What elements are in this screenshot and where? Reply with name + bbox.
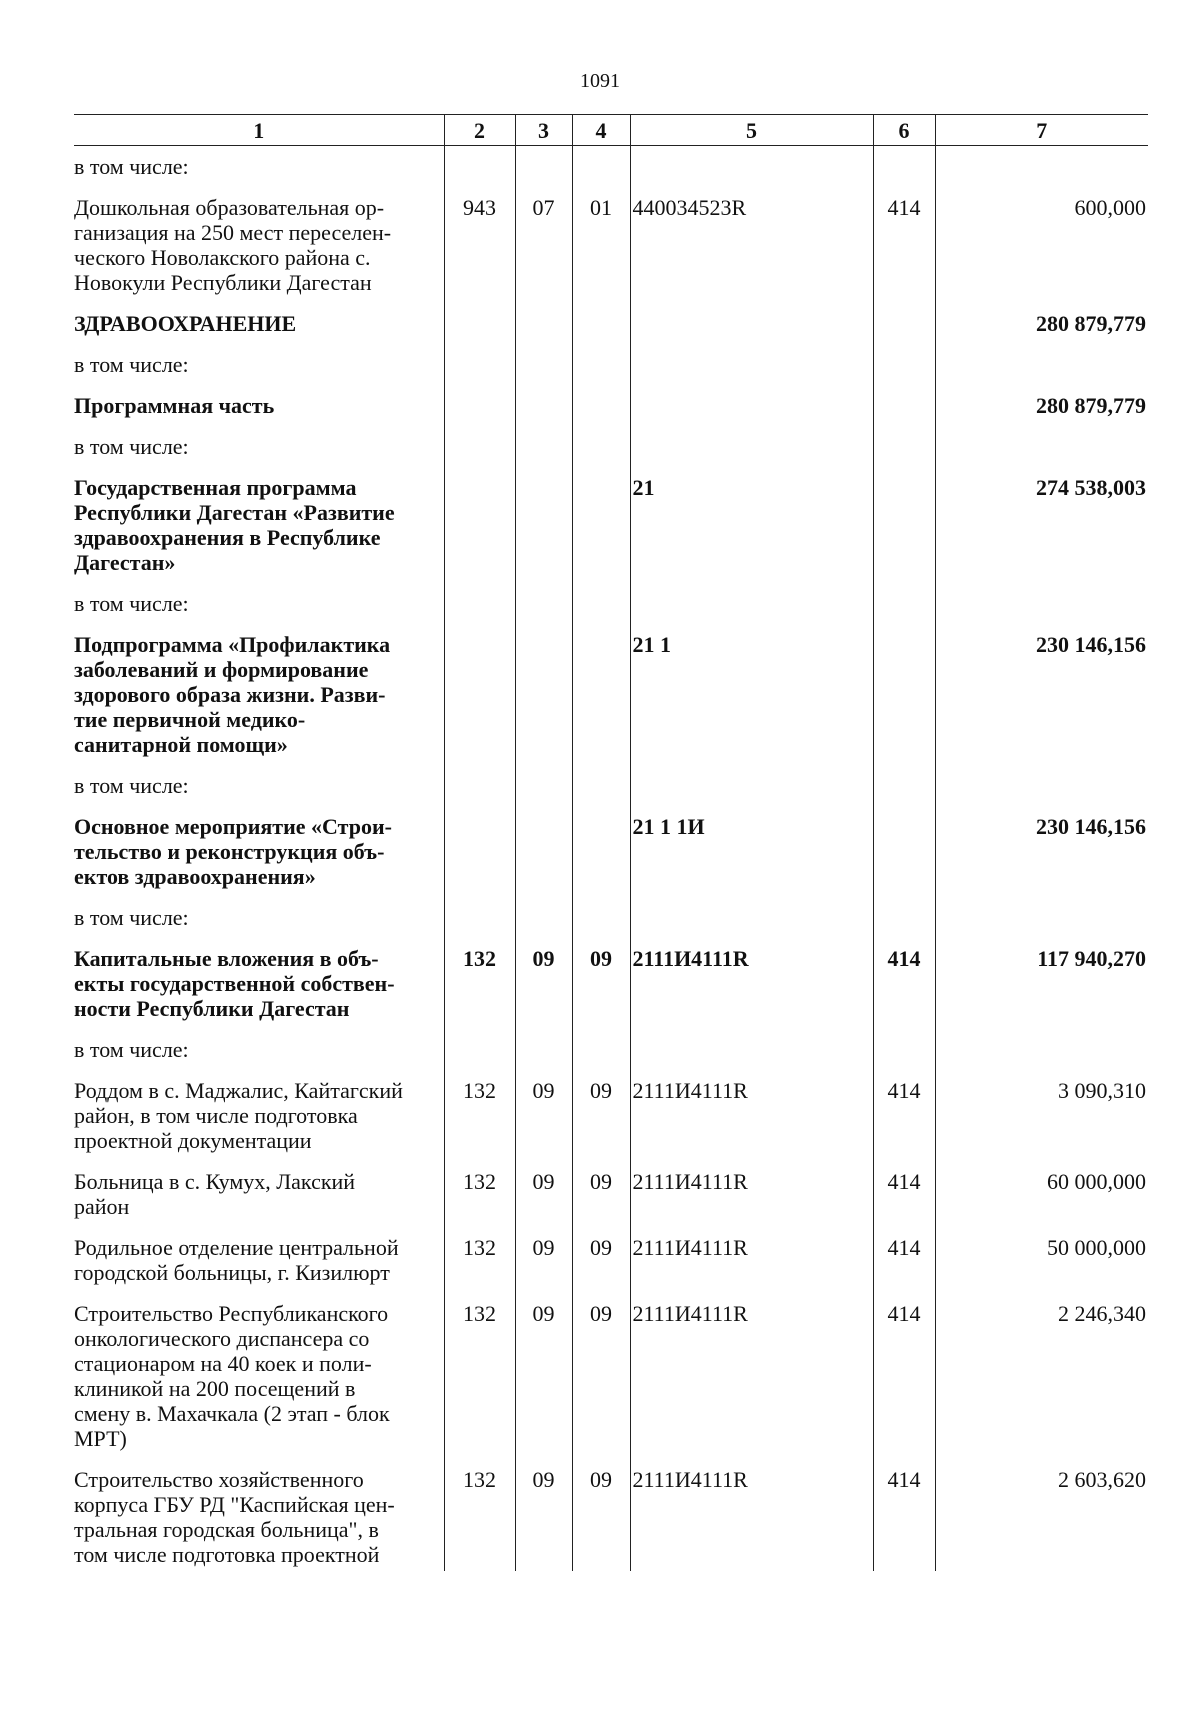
code-col4 xyxy=(572,1025,630,1066)
code-col4 xyxy=(572,422,630,463)
table-header-row xyxy=(74,115,1148,146)
code-col6: 414 xyxy=(873,1157,935,1223)
table-row xyxy=(74,183,1148,299)
code-col6 xyxy=(873,463,935,579)
code-col4 xyxy=(572,620,630,761)
code-col3 xyxy=(515,802,572,893)
table-row xyxy=(74,934,1148,1025)
code-col3: 07 xyxy=(515,183,572,299)
row-name: Дошкольная образовательная ор- ганизация на 250 мест переселен- ческого Новолакского района с. Новокули Республики Дагестан xyxy=(74,195,392,295)
code-col6: 414 xyxy=(873,1223,935,1289)
code-col3: 09 xyxy=(515,1066,572,1157)
code-col5 xyxy=(630,893,873,934)
row-name: в том числе: xyxy=(74,154,189,179)
code-col6: 414 xyxy=(873,1455,935,1571)
table-row xyxy=(74,620,1148,761)
row-name: Основное мероприятие «Строи- тельство и реконструкция объ- ектов здравоохранения» xyxy=(74,814,392,889)
amount xyxy=(935,579,1148,620)
table-row xyxy=(74,299,1148,340)
code-col2: 132 xyxy=(444,1289,515,1455)
row-name: Роддом в с. Маджалис, Кайтагский район, в том числе подготовка проектной документации xyxy=(74,1078,403,1153)
amount: 3 090,310 xyxy=(935,1066,1148,1157)
code-col4 xyxy=(572,146,630,184)
table-row xyxy=(74,761,1148,802)
code-col2 xyxy=(444,802,515,893)
column-header-3: 3 xyxy=(515,115,572,146)
code-col3: 09 xyxy=(515,1455,572,1571)
code-col6 xyxy=(873,146,935,184)
code-col6 xyxy=(873,381,935,422)
table-row xyxy=(74,463,1148,579)
row-name: Родильное отделение центральной городской больницы, г. Кизилюрт xyxy=(74,1235,399,1285)
code-col5 xyxy=(630,299,873,340)
amount xyxy=(935,1025,1148,1066)
amount xyxy=(935,340,1148,381)
code-col5: 21 1 1И xyxy=(630,802,873,893)
code-col5 xyxy=(630,579,873,620)
code-col2 xyxy=(444,422,515,463)
code-col5: 2111И4111R xyxy=(630,1223,873,1289)
row-name: Программная часть xyxy=(74,393,275,418)
code-col5: 21 xyxy=(630,463,873,579)
row-name: в том числе: xyxy=(74,773,189,798)
amount: 274 538,003 xyxy=(935,463,1148,579)
code-col3 xyxy=(515,381,572,422)
code-col5: 440034523R xyxy=(630,183,873,299)
row-name: Строительство Республиканского онкологического диспансера со стационаром на 40 коек и поли- клиникой на 200 посещений в смену в. Махачкала (2 этап - блок МРТ) xyxy=(74,1301,390,1451)
amount: 230 146,156 xyxy=(935,802,1148,893)
table-row xyxy=(74,1066,1148,1157)
code-col3: 09 xyxy=(515,1157,572,1223)
code-col3 xyxy=(515,146,572,184)
row-name: Капитальные вложения в объ- екты государственной собствен- ности Республики Дагестан xyxy=(74,946,395,1021)
code-col4: 09 xyxy=(572,1066,630,1157)
code-col4 xyxy=(572,381,630,422)
amount xyxy=(935,761,1148,802)
row-name: в том числе: xyxy=(74,1037,189,1062)
code-col2 xyxy=(444,1025,515,1066)
code-col6: 414 xyxy=(873,934,935,1025)
code-col4 xyxy=(572,893,630,934)
amount: 60 000,000 xyxy=(935,1157,1148,1223)
table-row xyxy=(74,1223,1148,1289)
row-name: в том числе: xyxy=(74,905,189,930)
code-col3: 09 xyxy=(515,1289,572,1455)
row-name: ЗДРАВООХРАНЕНИЕ xyxy=(74,311,297,336)
code-col6: 414 xyxy=(873,1066,935,1157)
amount xyxy=(935,893,1148,934)
row-name: в том числе: xyxy=(74,352,189,377)
code-col3 xyxy=(515,1025,572,1066)
column-header-2: 2 xyxy=(444,115,515,146)
code-col5 xyxy=(630,146,873,184)
code-col4 xyxy=(572,299,630,340)
code-col6 xyxy=(873,422,935,463)
code-col3 xyxy=(515,579,572,620)
table-row xyxy=(74,1289,1148,1455)
code-col6: 414 xyxy=(873,183,935,299)
code-col5: 2111И4111R xyxy=(630,1455,873,1571)
code-col6 xyxy=(873,802,935,893)
amount xyxy=(935,146,1148,184)
code-col5 xyxy=(630,761,873,802)
code-col2 xyxy=(444,761,515,802)
row-name: Государственная программа Республики Дагестан «Развитие здравоохранения в Республике Дагестан» xyxy=(74,475,395,575)
column-header-4: 4 xyxy=(572,115,630,146)
code-col2 xyxy=(444,381,515,422)
code-col2 xyxy=(444,579,515,620)
code-col6 xyxy=(873,1025,935,1066)
code-col6: 414 xyxy=(873,1289,935,1455)
row-name: Подпрограмма «Профилактика заболеваний и формирование здорового образа жизни. Разви- тие первичной медико- санитарной помощи» xyxy=(74,632,391,757)
budget-table xyxy=(74,114,1148,1571)
code-col2 xyxy=(444,340,515,381)
code-col5: 2111И4111R xyxy=(630,1066,873,1157)
row-name: в том числе: xyxy=(74,434,189,459)
code-col4 xyxy=(572,761,630,802)
table-row xyxy=(74,579,1148,620)
code-col3 xyxy=(515,463,572,579)
code-col6 xyxy=(873,299,935,340)
code-col2: 132 xyxy=(444,1455,515,1571)
table-row xyxy=(74,802,1148,893)
code-col3 xyxy=(515,620,572,761)
code-col3 xyxy=(515,422,572,463)
table-row xyxy=(74,893,1148,934)
code-col5: 2111И4111R xyxy=(630,934,873,1025)
code-col4 xyxy=(572,579,630,620)
code-col4: 09 xyxy=(572,1157,630,1223)
code-col2 xyxy=(444,893,515,934)
code-col2 xyxy=(444,463,515,579)
table-row xyxy=(74,340,1148,381)
column-header-7: 7 xyxy=(935,115,1148,146)
code-col5 xyxy=(630,381,873,422)
row-name: в том числе: xyxy=(74,591,189,616)
code-col3: 09 xyxy=(515,1223,572,1289)
table-row xyxy=(74,422,1148,463)
code-col5: 2111И4111R xyxy=(630,1289,873,1455)
table-row xyxy=(74,146,1148,184)
code-col6 xyxy=(873,340,935,381)
code-col3: 09 xyxy=(515,934,572,1025)
amount: 280 879,779 xyxy=(935,299,1148,340)
page-number: 1091 xyxy=(580,70,620,92)
code-col2: 943 xyxy=(444,183,515,299)
column-header-6: 6 xyxy=(873,115,935,146)
code-col6 xyxy=(873,620,935,761)
amount xyxy=(935,422,1148,463)
code-col6 xyxy=(873,579,935,620)
amount: 2 246,340 xyxy=(935,1289,1148,1455)
amount: 600,000 xyxy=(935,183,1148,299)
amount: 117 940,270 xyxy=(935,934,1148,1025)
code-col5 xyxy=(630,1025,873,1066)
code-col3 xyxy=(515,761,572,802)
table-row xyxy=(74,1157,1148,1223)
table-row xyxy=(74,381,1148,422)
code-col4: 09 xyxy=(572,1223,630,1289)
code-col4: 09 xyxy=(572,1289,630,1455)
code-col4: 01 xyxy=(572,183,630,299)
code-col2 xyxy=(444,146,515,184)
code-col5: 21 1 xyxy=(630,620,873,761)
column-header-1: 1 xyxy=(74,115,444,146)
code-col4: 09 xyxy=(572,934,630,1025)
amount: 50 000,000 xyxy=(935,1223,1148,1289)
code-col2: 132 xyxy=(444,1223,515,1289)
code-col2 xyxy=(444,299,515,340)
code-col3 xyxy=(515,893,572,934)
code-col2: 132 xyxy=(444,1066,515,1157)
code-col3 xyxy=(515,340,572,381)
code-col2: 132 xyxy=(444,934,515,1025)
row-name: Строительство хозяйственного корпуса ГБУ РД "Каспийская цен- тральная городская больница", в том числе подготовка проектной xyxy=(74,1467,395,1567)
code-col6 xyxy=(873,893,935,934)
amount: 230 146,156 xyxy=(935,620,1148,761)
amount: 2 603,620 xyxy=(935,1455,1148,1571)
code-col4 xyxy=(572,802,630,893)
code-col6 xyxy=(873,761,935,802)
code-col5 xyxy=(630,340,873,381)
code-col4: 09 xyxy=(572,1455,630,1571)
table-row xyxy=(74,1025,1148,1066)
code-col2 xyxy=(444,620,515,761)
amount: 280 879,779 xyxy=(935,381,1148,422)
code-col3 xyxy=(515,299,572,340)
code-col4 xyxy=(572,340,630,381)
code-col2: 132 xyxy=(444,1157,515,1223)
column-header-5: 5 xyxy=(630,115,873,146)
table-row xyxy=(74,1455,1148,1571)
row-name: Больница в с. Кумух, Лакский район xyxy=(74,1169,356,1219)
code-col5: 2111И4111R xyxy=(630,1157,873,1223)
code-col4 xyxy=(572,463,630,579)
code-col5 xyxy=(630,422,873,463)
